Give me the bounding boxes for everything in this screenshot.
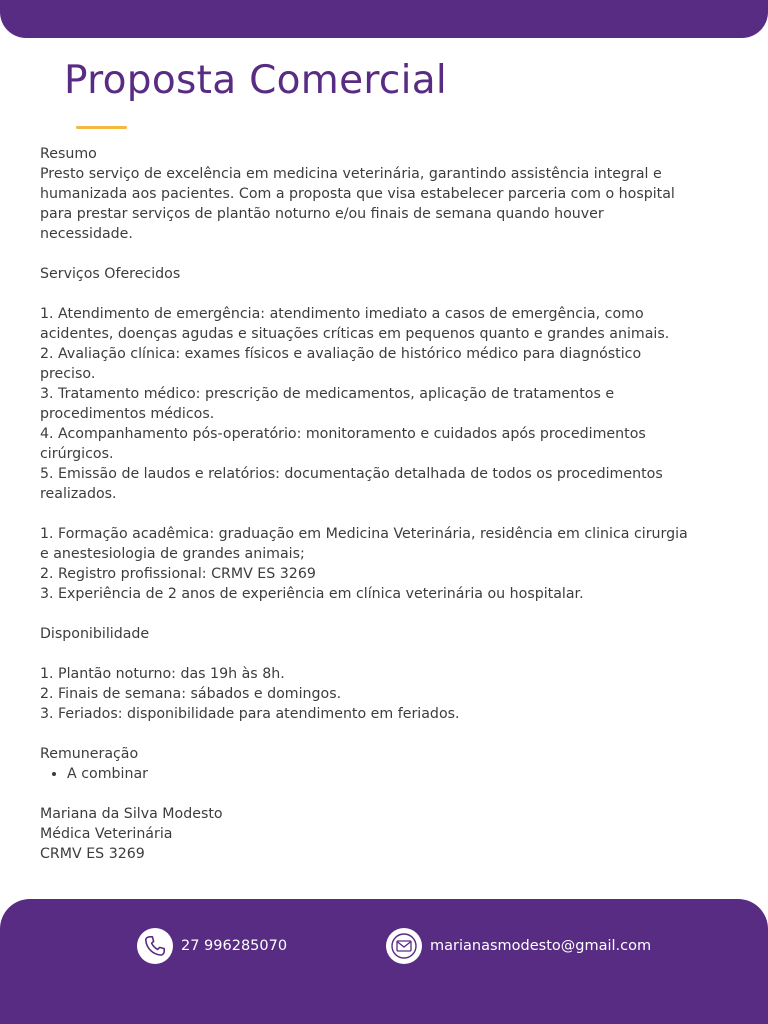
qualification-line: 1. Formação acadêmica: graduação em Medicina Veterinária, residência em clinica cirurgia: [40, 526, 688, 542]
service-line: procedimentos médicos.: [40, 406, 215, 422]
qualification-line: 3. Experiência de 2 anos de experiência em clínica veterinária ou hospitalar.: [40, 586, 584, 602]
service-line: 3. Tratamento médico: prescrição de medicamentos, aplicação de tratamentos e: [40, 386, 615, 402]
signature-role: Médica Veterinária: [40, 826, 173, 842]
spacer: [40, 284, 750, 304]
signature-registration: CRMV ES 3269: [40, 846, 145, 862]
availability-line: 2. Finais de semana: sábados e domingos.: [40, 686, 342, 702]
service-line: 5. Emissão de laudos e relatórios: documentação detalhada de todos os procedimentos: [40, 466, 663, 482]
availability-line: 3. Feriados: disponibilidade para atendimento em feriados.: [40, 706, 460, 722]
remuneration-heading: Remuneração: [40, 746, 139, 762]
service-line: preciso.: [40, 366, 96, 382]
service-line: 4. Acompanhamento pós-operatório: monitoramento e cuidados após procedimentos: [40, 426, 646, 442]
spacer: [40, 244, 750, 264]
spacer: [40, 724, 750, 744]
availability-line: 1. Plantão noturno: das 19h às 8h.: [40, 666, 285, 682]
service-line: 1. Atendimento de emergência: atendimento imediato a casos de emergência, como: [40, 306, 644, 322]
availability-heading: Disponibilidade: [40, 626, 150, 642]
qualification-line: 2. Registro profissional: CRMV ES 3269: [40, 566, 316, 582]
page-title: Proposta Comercial: [64, 58, 448, 103]
footer-band: [0, 899, 768, 1024]
service-line: acidentes, doenças agudas e situações críticas em pequenos quanto e grandes animais.: [40, 326, 670, 342]
proposal-body: [40, 144, 750, 864]
summary-heading: Resumo: [40, 146, 97, 162]
services-heading: Serviços Oferecidos: [40, 266, 181, 282]
phone-number: 27 996285070: [181, 938, 288, 954]
phone-icon: [137, 928, 173, 964]
spacer: [40, 644, 750, 664]
header-band: [0, 0, 768, 38]
service-line: realizados.: [40, 486, 117, 502]
service-line: 2. Avaliação clínica: exames físicos e avaliação de histórico médico para diagnóstico: [40, 346, 642, 362]
list-item: • A combinar: [67, 764, 750, 784]
signature-name: Mariana da Silva Modesto: [40, 806, 223, 822]
summary-line: para prestar serviços de plantão noturno e/ou finais de semana quando houver: [40, 206, 604, 222]
summary-line: Presto serviço de excelência em medicina veterinária, garantindo assistência integral e: [40, 166, 662, 182]
summary-line: humanizada aos pacientes. Com a proposta que visa estabelecer parceria com o hospital: [40, 186, 675, 202]
email-icon: [386, 928, 422, 964]
spacer: [40, 604, 750, 624]
email-address: marianasmodesto@gmail.com: [430, 938, 652, 954]
email-contact[interactable]: [386, 928, 651, 964]
qualification-line: e anestesiologia de grandes animais;: [40, 546, 305, 562]
spacer: [40, 504, 750, 524]
service-line: cirúrgicos.: [40, 446, 114, 462]
phone-contact[interactable]: [137, 928, 287, 964]
title-accent-line: [76, 126, 127, 129]
remuneration-list: [40, 764, 750, 784]
summary-line: necessidade.: [40, 226, 133, 242]
spacer: [40, 784, 750, 804]
